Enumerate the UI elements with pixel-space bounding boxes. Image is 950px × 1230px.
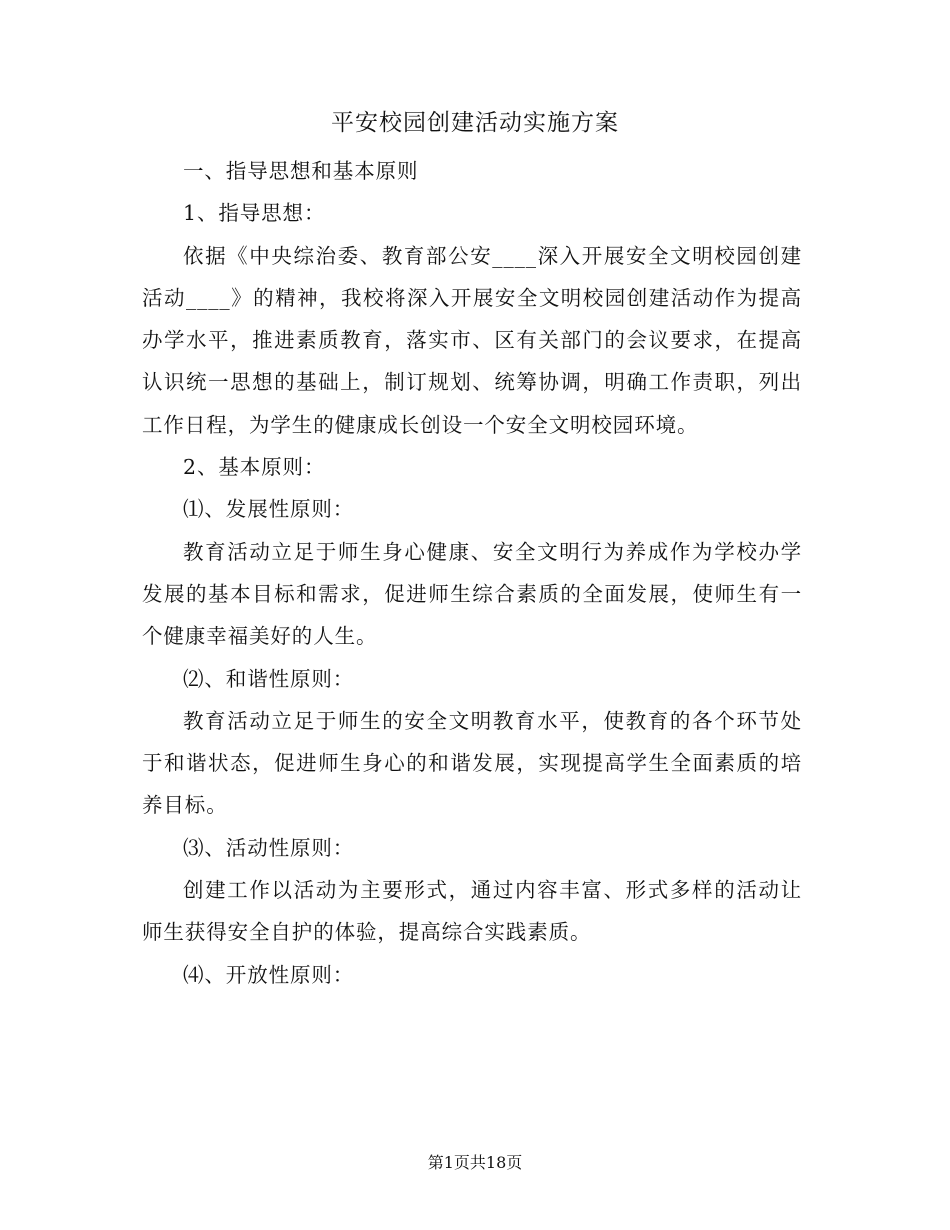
section-heading: 一、指导思想和基本原则 <box>183 159 419 183</box>
document-body <box>142 150 802 996</box>
body-paragraph: 依据《中央综治委、教育部公安____深入开展安全文明校园创建活动____》的精神，我校将深入开展安全文明校园创建活动作为提高办学水平，推进素质教育，落实市、区有关部门的会议要求，在提高认识统一思想的基础上，制订规划、统筹协调，明确工作责职，列出工作日程，为学生的健康成长创设一个安全文明校园环境。 <box>142 243 802 437</box>
page-number-footer: 第1页共18页 <box>427 1153 523 1172</box>
body-paragraph: 教育活动立足于师生的安全文明教育水平，使教育的各个环节处于和谐状态，促进师生身心的和谐发展，实现提高学生全面素质的培养目标。 <box>142 708 802 818</box>
principle-heading: ⑶、活动性原则： <box>183 835 355 860</box>
principle-heading: ⑴、发展性原则： <box>183 497 355 522</box>
body-paragraph: 教育活动立足于师生身心健康、安全文明行为养成作为学校办学发展的基本目标和需求，促进师生综合素质的全面发展，使师生有一个健康幸福美好的人生。 <box>142 539 802 649</box>
document-title: 平安校园创建活动实施方案 <box>331 110 619 136</box>
body-paragraph: 创建工作以活动为主要形式，通过内容丰富、形式多样的活动让师生获得安全自护的体验，提高综合实践素质。 <box>142 878 802 945</box>
subsection-heading: 2、基本原则： <box>183 455 326 480</box>
principle-heading: ⑵、和谐性原则： <box>183 666 355 691</box>
principle-heading: ⑷、开放性原则： <box>183 962 355 987</box>
subsection-heading: 1、指导思想： <box>183 201 326 226</box>
